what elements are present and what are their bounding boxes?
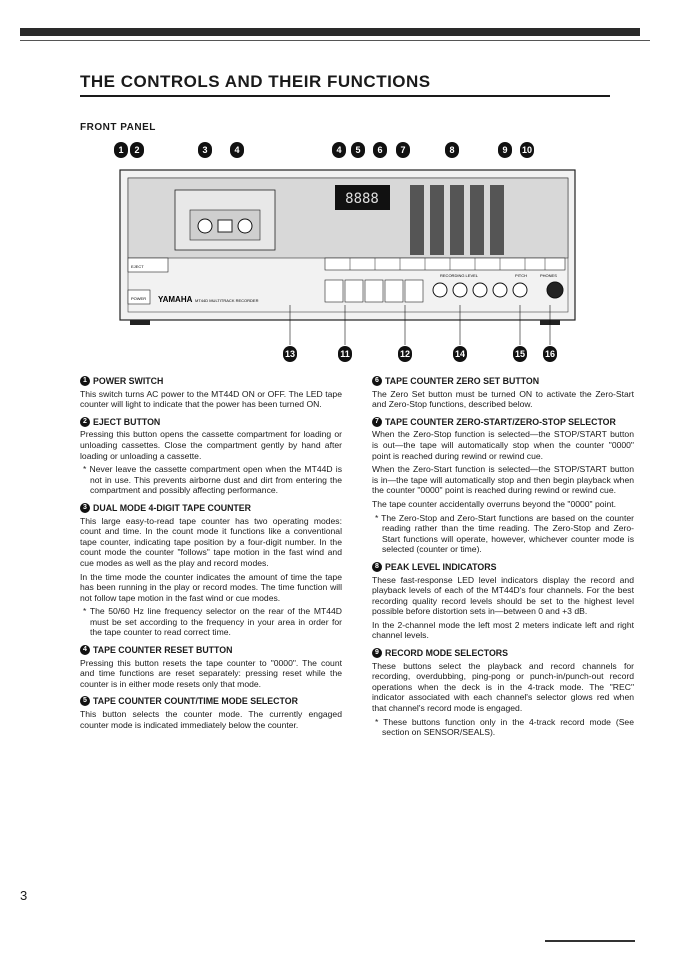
power-label: POWER xyxy=(131,296,147,301)
section-title: RECORD MODE SELECTORS xyxy=(385,648,509,659)
callout-4a: 4 xyxy=(230,142,244,158)
eject-label: EJECT xyxy=(131,264,144,269)
section-8 xyxy=(372,562,634,641)
section-paragraph: When the Zero-Stop function is selected—the STOP/START button is out—the tape will automatically stop when the counter "0000" point is reached during rewind or rewind cue. xyxy=(372,429,634,461)
section-2 xyxy=(80,417,342,496)
section-5 xyxy=(80,696,342,730)
top-edge-line xyxy=(20,40,650,41)
section-paragraph: The Zero Set button must be turned ON to activate the Zero-Start and Zero-Stop functions, described below. xyxy=(372,388,634,410)
section-number-badge: 9 xyxy=(372,648,382,658)
transport-buttons xyxy=(325,280,423,302)
top-edge-bar xyxy=(20,28,640,36)
section-6 xyxy=(372,376,634,410)
section-paragraph: When the Zero-Start function is selected—the STOP/START button is in—the tape will automatically stop and then begin playback when the counter "0000" point is reached during rewind or rewind cue. xyxy=(372,464,634,496)
button-row xyxy=(325,258,565,270)
section-paragraph: This button selects the counter mode. The currently engaged counter mode is indicated immediately below the counter. xyxy=(80,709,342,730)
section-heading xyxy=(372,376,634,387)
section-title: POWER SWITCH xyxy=(93,376,164,386)
section-note: * These buttons function only in the 4-track record mode (See section on SENSOR/SEALS). xyxy=(375,716,634,738)
section-label: FRONT PANEL xyxy=(80,122,156,133)
section-paragraph: These fast-response LED level indicators display the record and playback levels of each of the MT44D's four channels. For the best recording quality record levels should be set to the highest level possible before distortion sets in—between 0 and +3 dB. xyxy=(372,574,634,617)
section-title: TAPE COUNTER ZERO SET BUTTON xyxy=(385,376,540,386)
callout-13: 13 xyxy=(283,346,297,362)
section-number-badge: 5 xyxy=(80,696,90,706)
front-panel-figure xyxy=(100,140,585,365)
callout-15: 15 xyxy=(513,346,527,362)
section-9 xyxy=(372,648,634,738)
rec-level-label: RECORDING LEVEL xyxy=(440,273,479,278)
section-paragraph: The tape counter accidentally overruns beyond the "0000" point. xyxy=(372,498,617,509)
callout-2: 2 xyxy=(130,142,144,158)
callout-10: 10 xyxy=(520,142,534,158)
section-4 xyxy=(80,645,342,689)
section-number-badge: 1 xyxy=(80,376,90,386)
section-title: TAPE COUNTER RESET BUTTON xyxy=(93,645,233,656)
section-paragraph: This large easy-to-read tape counter has two operating modes: count and time. In the count mode it functions like a conventional tape counter, indicating tape position by a four-digit number. In the count mode the counter "follows" tape motion in the fast wind and cue modes as well as the play and record modes. xyxy=(80,515,342,568)
section-note: * The Zero-Stop and Zero-Start functions are based on the counter reading rather than the time reading. The Zero-Stop and Zero-Start functions will operate, however, whichever counter mode is selected (counter or time). xyxy=(375,512,634,555)
pitch-label: PITCH xyxy=(515,273,527,278)
section-number-badge: 3 xyxy=(80,503,90,513)
section-paragraph: This switch turns AC power to the MT44D ON or OFF. The LED tape counter will light to indicate that the power has been turned ON. xyxy=(80,388,342,410)
section-1 xyxy=(80,376,342,410)
front-panel-drawing xyxy=(100,140,585,365)
section-number-badge: 7 xyxy=(372,417,382,427)
callout-14: 14 xyxy=(453,346,467,362)
right-column xyxy=(372,376,634,745)
brand-label: YAMAHA xyxy=(158,295,193,304)
page-title: THE CONTROLS AND THEIR FUNCTIONS xyxy=(80,72,431,91)
callout-8: 8 xyxy=(445,142,459,158)
section-3 xyxy=(80,503,342,638)
callout-9: 9 xyxy=(498,142,512,158)
bottom-rule xyxy=(545,940,635,942)
section-paragraph: These buttons select the playback and record channels for recording, overdubbing, ping-pong or punch-in/punch-out record operations when the deck is in the 4-track mode. The "REC" indicator associated with each channel's selector glows red when that channel's record mode is engaged. xyxy=(372,660,634,714)
section-number-badge: 4 xyxy=(80,645,90,655)
section-number-badge: 2 xyxy=(80,417,90,427)
section-7 xyxy=(372,417,634,555)
callout-6: 6 xyxy=(373,142,387,158)
left-column xyxy=(80,376,342,737)
section-heading xyxy=(80,417,342,428)
section-title: TAPE COUNTER COUNT/TIME MODE SELECTOR xyxy=(93,696,298,707)
section-paragraph: Pressing this button opens the cassette compartment for loading or unloading cassettes. Close the compartment gently by hand after loading or unloading a cassette. xyxy=(80,429,342,461)
section-note: * Never leave the cassette compartment open when the MT44D is not in use. This prevents airborne dust and dirt from entering the compartment and possibly affecting performance. xyxy=(83,464,342,496)
callout-16: 16 xyxy=(543,346,557,362)
callout-7: 7 xyxy=(396,142,410,158)
callout-5: 5 xyxy=(351,142,365,158)
section-heading xyxy=(80,645,342,656)
section-heading xyxy=(372,648,634,659)
section-paragraph: Pressing this button resets the tape counter to "0000". The count and time functions are reset separately: pressing reset while the counter is in either mode resets only that mode. xyxy=(80,657,342,689)
section-note: * The 50/60 Hz line frequency selector on the rear of the MT44D must be set according to the frequency in your area in order for the tape counter to read correct time. xyxy=(83,606,342,638)
callout-12: 12 xyxy=(398,346,412,362)
section-number-badge: 6 xyxy=(372,376,382,386)
counter-display: 8888 xyxy=(345,191,379,207)
section-paragraph: In the 2-channel mode the left most 2 meters indicate left and right channel levels. xyxy=(372,619,634,641)
section-heading xyxy=(372,562,634,573)
section-number-badge: 8 xyxy=(372,562,382,572)
section-paragraph: In the time mode the counter indicates the amount of time the tape has been running in the play or record modes. The time function will not follow tape motion in the fast wind or cue modes. xyxy=(80,571,342,603)
model-label: MT44D MULTITRACK RECORDER xyxy=(195,298,259,303)
section-heading xyxy=(80,503,342,514)
section-title: PEAK LEVEL INDICATORS xyxy=(385,561,497,572)
section-title: DUAL MODE 4-DIGIT TAPE COUNTER xyxy=(93,502,252,513)
title-rule xyxy=(80,95,610,97)
callout-3: 3 xyxy=(198,142,212,158)
section-heading xyxy=(372,417,634,428)
phones-label: PHONES xyxy=(540,273,557,278)
section-heading xyxy=(80,696,342,707)
page-number: 3 xyxy=(20,888,28,903)
callout-11: 11 xyxy=(338,346,352,362)
section-title: TAPE COUNTER ZERO-START/ZERO-STOP SELECTOR xyxy=(385,416,616,427)
section-title: EJECT BUTTON xyxy=(93,416,161,427)
callout-1: 1 xyxy=(114,142,128,158)
section-heading xyxy=(80,376,342,387)
callout-4b: 4 xyxy=(332,142,346,158)
